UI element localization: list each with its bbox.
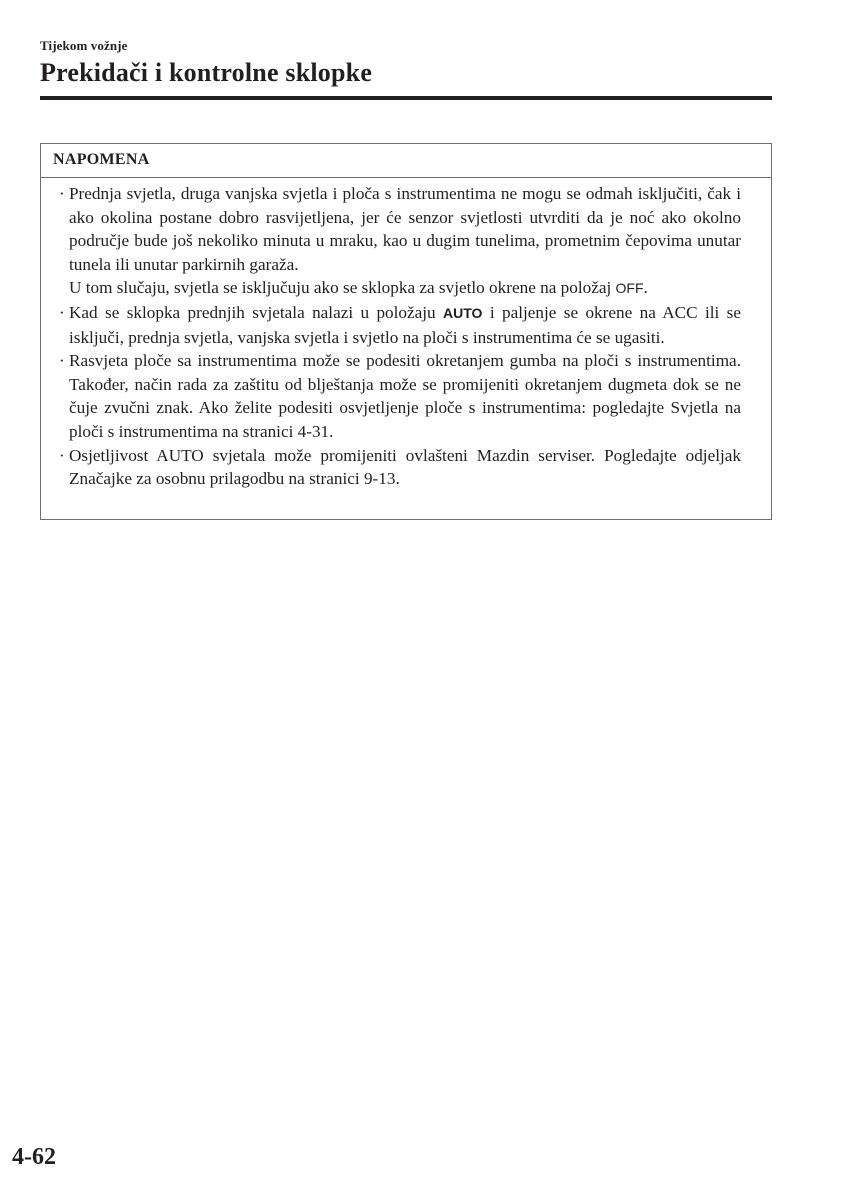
note-box bbox=[40, 143, 772, 520]
note-text: Kad se sklopka prednjih svjetala nalazi u položaju bbox=[69, 302, 444, 322]
note-paragraph bbox=[69, 276, 741, 301]
note-text: U tom slučaju, svjetla se isključuju ako se sklopka za svjetlo okrene na položaj bbox=[69, 278, 616, 298]
note-list bbox=[41, 178, 771, 491]
title-rule bbox=[40, 96, 772, 100]
note-item bbox=[59, 182, 741, 301]
auto-position-symbol: AUTO bbox=[443, 304, 483, 321]
bullet-icon: · bbox=[59, 302, 65, 322]
note-heading: NAPOMENA bbox=[41, 144, 771, 178]
note-item bbox=[59, 301, 741, 349]
note-paragraph: Osjetljivost AUTO svjetala može promijeniti ovlašteni Mazdin serviser. Pogledajte odjeljak Značajke za osobnu prilagodbu na stranici 9-13. bbox=[69, 445, 741, 489]
note-item bbox=[59, 444, 741, 491]
note-item bbox=[59, 349, 741, 443]
page-number: 4-62 bbox=[12, 1144, 56, 1170]
page-title: Prekidači i kontrolne sklopke bbox=[40, 58, 373, 87]
note-paragraph: Rasvjeta ploče sa instrumentima može se podesiti okretanjem gumba na ploči s instrumentima. Također, način rada za zaštitu od blještanja može se promijeniti okretanjem dugmeta dok se ne čuje zvučni znak. Ako želite podesiti osvjetljenje ploče s instrumentima: pogledajte Svjetla na ploči s instrumentima na stranici 4-31. bbox=[69, 351, 741, 441]
bullet-icon: · bbox=[59, 184, 65, 203]
note-paragraph: Prednja svjetla, druga vanjska svjetla i ploča s instrumentima ne mogu se odmah isključiti, čak i ako okolina postane dobro rasvijetljena, jer će senzor svjetlosti utvrditi da je noć ako okolno područje bude još nekoliko minuta u mraku, kao u dugim tunelima, prometnim čepovima unutar tunela ili unutar parkirnih garaža. bbox=[69, 184, 741, 274]
note-text: i paljenje se okrene na ACC ili se isključi, prednja svjetla, vanjska svjetla i svjetlo na ploči s instrumentima će se ugasiti. bbox=[69, 302, 741, 347]
note-paragraph bbox=[69, 301, 741, 349]
off-position-symbol: OFF bbox=[615, 280, 644, 297]
note-text: . bbox=[643, 278, 648, 298]
section-label: Tijekom vožnje bbox=[40, 38, 128, 53]
bullet-icon: · bbox=[59, 445, 65, 465]
bullet-icon: · bbox=[59, 351, 65, 371]
